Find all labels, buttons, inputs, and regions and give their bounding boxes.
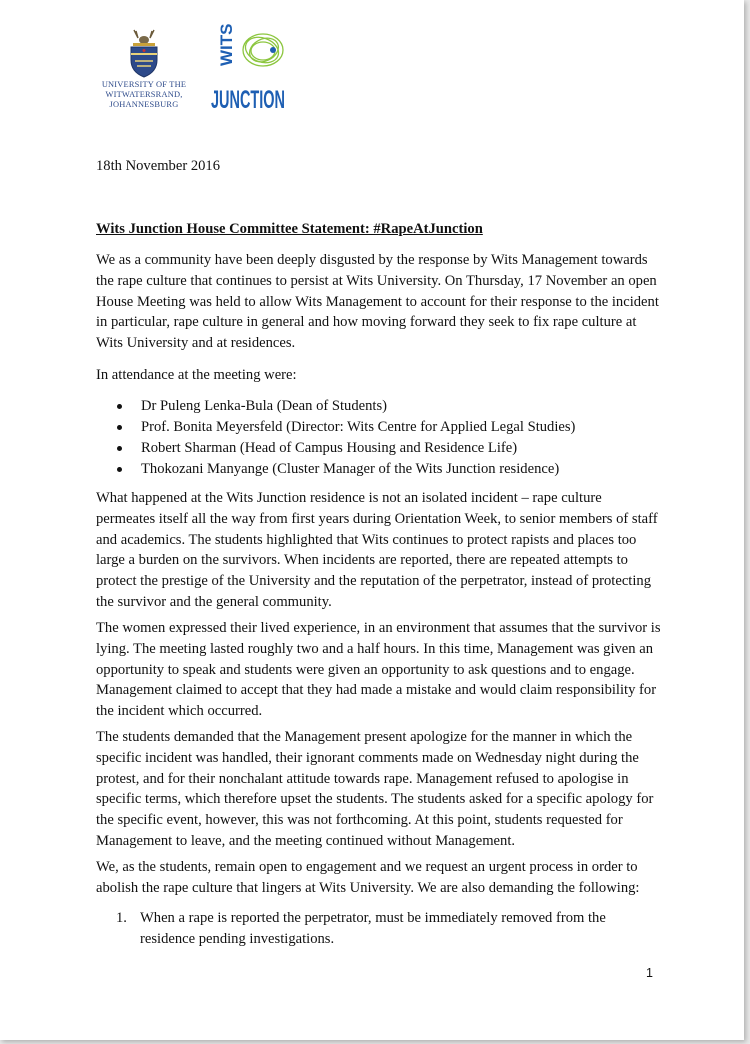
paragraph-lived-experience: The women expressed their lived experience, in an environment that assumes that the survivor is lying. The meeting lasted roughly two and a half hours. In this time, Management was given an opportunity to speak and students were given an opportunity to ask questions and to engage. Management claimed to accept that they had made a mistake and would claim responsibility for the incident which occurred. — [96, 620, 661, 720]
list-item — [117, 438, 575, 459]
document-date: 18th November 2016 — [96, 158, 221, 174]
paragraph-open-to-engagement: We, as the students, remain open to engagement and we request an urgent process in order to abolish the rape culture that lingers at Wits University. We are also demanding the following: — [96, 859, 640, 896]
junction-logo-junction-text: JUNCTION — [211, 86, 285, 114]
wits-junction-logo — [210, 23, 290, 114]
list-item — [117, 459, 575, 480]
bullet-icon — [117, 425, 122, 430]
attendee-name: Dr Puleng Lenka-Bula (Dean of Students) — [141, 398, 388, 414]
bullet-icon — [117, 467, 122, 472]
bullet-icon — [117, 404, 122, 409]
wits-crest-logo — [124, 28, 164, 78]
list-item — [117, 417, 575, 438]
university-name-line: WITWATERSRAND, — [105, 90, 183, 99]
attendee-list — [117, 396, 575, 480]
demand-number: 1. — [116, 910, 127, 926]
paragraph-students-demanded: The students demanded that the Management present apologize for the manner in which the specific incident was handled, their ignorant comments made on Wednesday night during the protest, and for their nonchalant attitude towards rape. Management refused to apologise in specific terms, which therefore upset the students. The students asked for a specific apology for the specific event, however, this was not forthcoming. At this point, students requested for Management to leave, and the meeting continued without Management. — [96, 729, 654, 849]
document-title: Wits Junction House Committee Statement: #RapeAtJunction — [96, 221, 483, 237]
attendee-name: Thokozani Manyange (Cluster Manager of the Wits Junction residence) — [141, 461, 560, 477]
list-item — [117, 396, 575, 417]
attendee-name: Prof. Bonita Meyersfeld (Director: Wits Centre for Applied Legal Studies) — [141, 419, 576, 435]
page-number: 1 — [646, 966, 653, 980]
demand-text: When a rape is reported the perpetrator, must be immediately removed from the residence pending investigations. — [140, 910, 606, 947]
university-name — [96, 80, 192, 110]
attendance-intro: In attendance at the meeting were: — [96, 367, 297, 383]
university-name-line: JOHANNESBURG — [109, 100, 179, 109]
attendee-name: Robert Sharman (Head of Campus Housing and Residence Life) — [141, 440, 518, 456]
bullet-icon — [117, 446, 122, 451]
paragraph-isolated-incident: What happened at the Wits Junction residence is not an isolated incident – rape culture permeates itself all the way from first years during Orientation Week, to senior members of staff and academics. The students highlighted that Wits continues to protect rapists and places too large a burden on the survivors. When incidents are reported, there are repeated attempts to protect the prestige of the University and the reputation of the perpetrator, instead of protecting the survivor and the general community. — [96, 490, 658, 610]
paragraph-community-response: We as a community have been deeply disgusted by the response by Wits Management towards the rape culture that continues to persist at Wits University. On Thursday, 17 November an open House Meeting was held to allow Wits Management to account for their response to the incident in particular, rape culture in general and how moving forward they seek to fix rape culture at Wits University and at residences. — [96, 252, 659, 352]
university-name-line: UNIVERSITY OF THE — [101, 80, 187, 89]
junction-logo-wits-text: WITS — [217, 23, 236, 66]
header-logos — [96, 23, 326, 118]
